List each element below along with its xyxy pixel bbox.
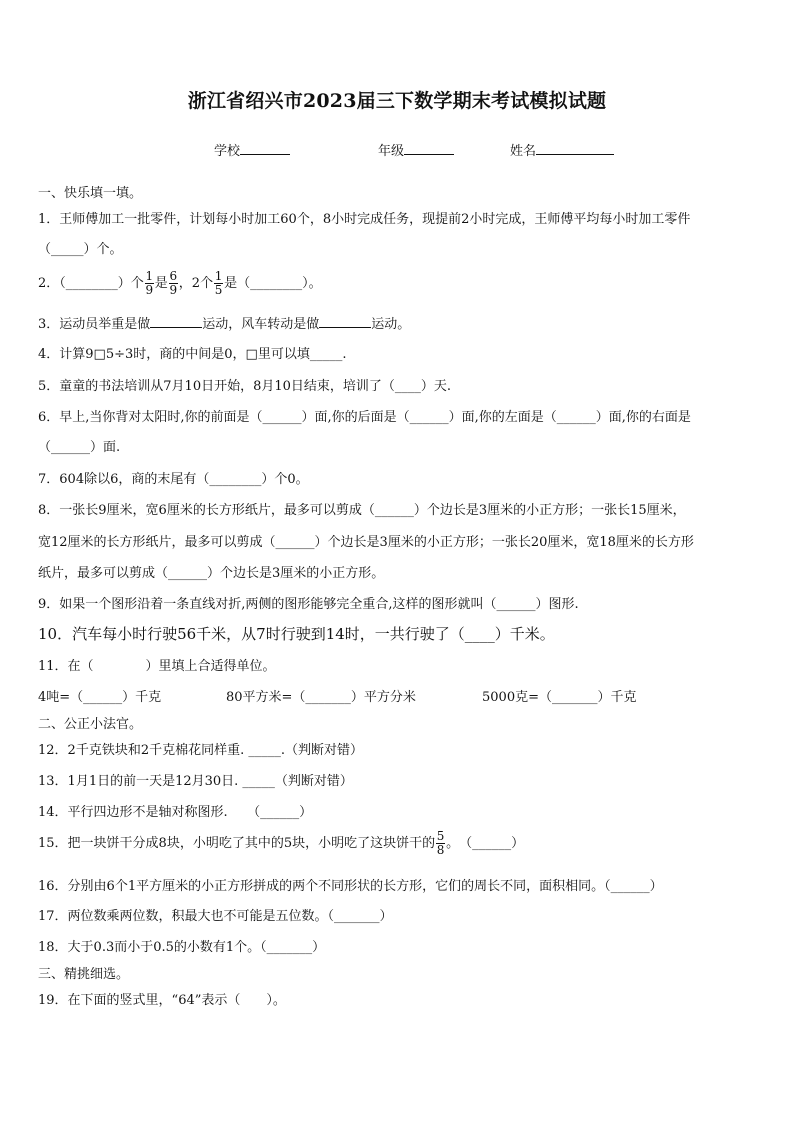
section-1-heading: 一、快乐填一填。 [38,186,143,201]
fraction-numerator: 6 [169,269,178,283]
question-2-part-d: 是（________）。 [224,276,322,291]
fraction-denominator: 5 [214,283,223,297]
question-11-item-c: 5000克=（_______）千克 [482,690,637,705]
question-2-part-a: 2．（________）个 [38,276,144,291]
question-5: 5．童童的书法培训从7月10日开始，8月10日结束，培训了（____）天. [38,379,452,394]
grade-blank [404,142,454,155]
answer-blank [319,315,371,328]
question-16: 16．分别由6个1平方厘米的小正方形拼成的两个不同形状的长方形，它们的周长不同，面积相同。（______） [38,879,663,894]
question-18: 18．大于0.3而小于0.5的小数有1个。（_______） [38,940,326,955]
question-15-part-a: 15．把一块饼干分成8块，小明吃了其中的5块，小明吃了这块饼干的 [38,836,436,851]
question-1-line-1: 1．王师傅加工一批零件，计划每小时加工60个，8小时完成任务，现提前2小时完成，王师傅平均每小时加工零件 [38,212,691,227]
question-8-line-2: 宽12厘米的长方形纸片，最多可以剪成（______）个边长是3厘米的小正方形；一张长20厘米，宽18厘米的长方形 [38,535,694,550]
fraction-1-5 [214,270,223,297]
name-label: 姓名 [510,144,537,159]
fraction-denominator: 9 [169,283,178,297]
question-15-part-b: 。 （______） [446,836,525,851]
question-3-part-a: 3．运动员举重是做 [38,317,151,332]
grade-label: 年级 [378,144,405,159]
fraction-1-9 [145,270,154,297]
question-15 [38,830,524,857]
question-3-part-c: 运动。 [371,317,411,332]
fraction-6-9 [169,270,178,297]
fraction-denominator: 9 [145,283,154,297]
question-6-line-1: 6．早上,当你背对太阳时,你的前面是（______）面,你的后面是（______）面,你的左面是（______）面,你的右面是 [38,410,691,425]
question-1-line-2: （_____）个。 [38,242,123,257]
section-2-heading: 二、公正小法官。 [38,717,143,732]
question-10: 10．汽车每小时行驶56千米，从7时行驶到14时，一共行驶了（____）千米。 [38,625,555,643]
question-12: 12．2千克铁块和2千克棉花同样重. _____.（判断对错） [38,743,363,758]
question-19: 19．在下面的竖式里，“64”表示（ ）。 [38,993,286,1008]
fraction-numerator: 5 [436,829,445,843]
fraction-numerator: 1 [214,269,223,283]
question-3 [38,313,410,332]
question-11-item-b: 80平方米=（_______）平方分米 [226,690,416,705]
question-8-line-1: 8．一张长9厘米，宽6厘米的长方形纸片，最多可以剪成（______）个边长是3厘米的小正方形；一张长15厘米， [38,503,686,518]
question-2-part-c: ，2个 [178,276,214,291]
fraction-denominator: 8 [436,843,445,857]
fraction-5-8 [436,830,445,857]
school-label: 学校 [214,144,241,159]
question-17: 17．两位数乘两位数，积最大也不可能是五位数。（_______） [38,909,393,924]
question-8-line-3: 纸片，最多可以剪成（______）个边长是3厘米的小正方形。 [38,566,385,581]
question-7: 7．604除以6，商的末尾有（________）个0。 [38,472,309,487]
question-9: 9．如果一个图形沿着一条直线对折,两侧的图形能够完全重合,这样的图形就叫（______）图形. [38,597,579,612]
answer-blank [150,315,202,328]
name-field [510,140,614,159]
grade-field [378,140,454,159]
page-title: 浙江省绍兴市2023届三下数学期末考试模拟试题 [187,90,607,112]
name-blank [536,142,614,155]
section-3-heading: 三、精挑细选。 [38,967,130,982]
question-11: 11．在（ ）里填上合适得单位。 [38,659,276,674]
question-4: 4．计算9□5÷3时，商的中间是0，□里可以填_____. [38,347,347,362]
question-3-part-b: 运动，风车转动是做 [202,317,320,332]
question-13: 13．1月1日的前一天是12月30日. _____（判断对错） [38,774,353,789]
question-2-part-b: 是 [154,276,168,291]
question-11-item-a: 4吨=（______）千克 [38,690,162,705]
question-14: 14．平行四边形不是轴对称图形. （______） [38,805,313,820]
question-2 [38,270,322,297]
fraction-numerator: 1 [145,269,154,283]
question-6-line-2: （______）面. [38,440,121,455]
school-blank [240,142,290,155]
school-field [214,140,290,159]
